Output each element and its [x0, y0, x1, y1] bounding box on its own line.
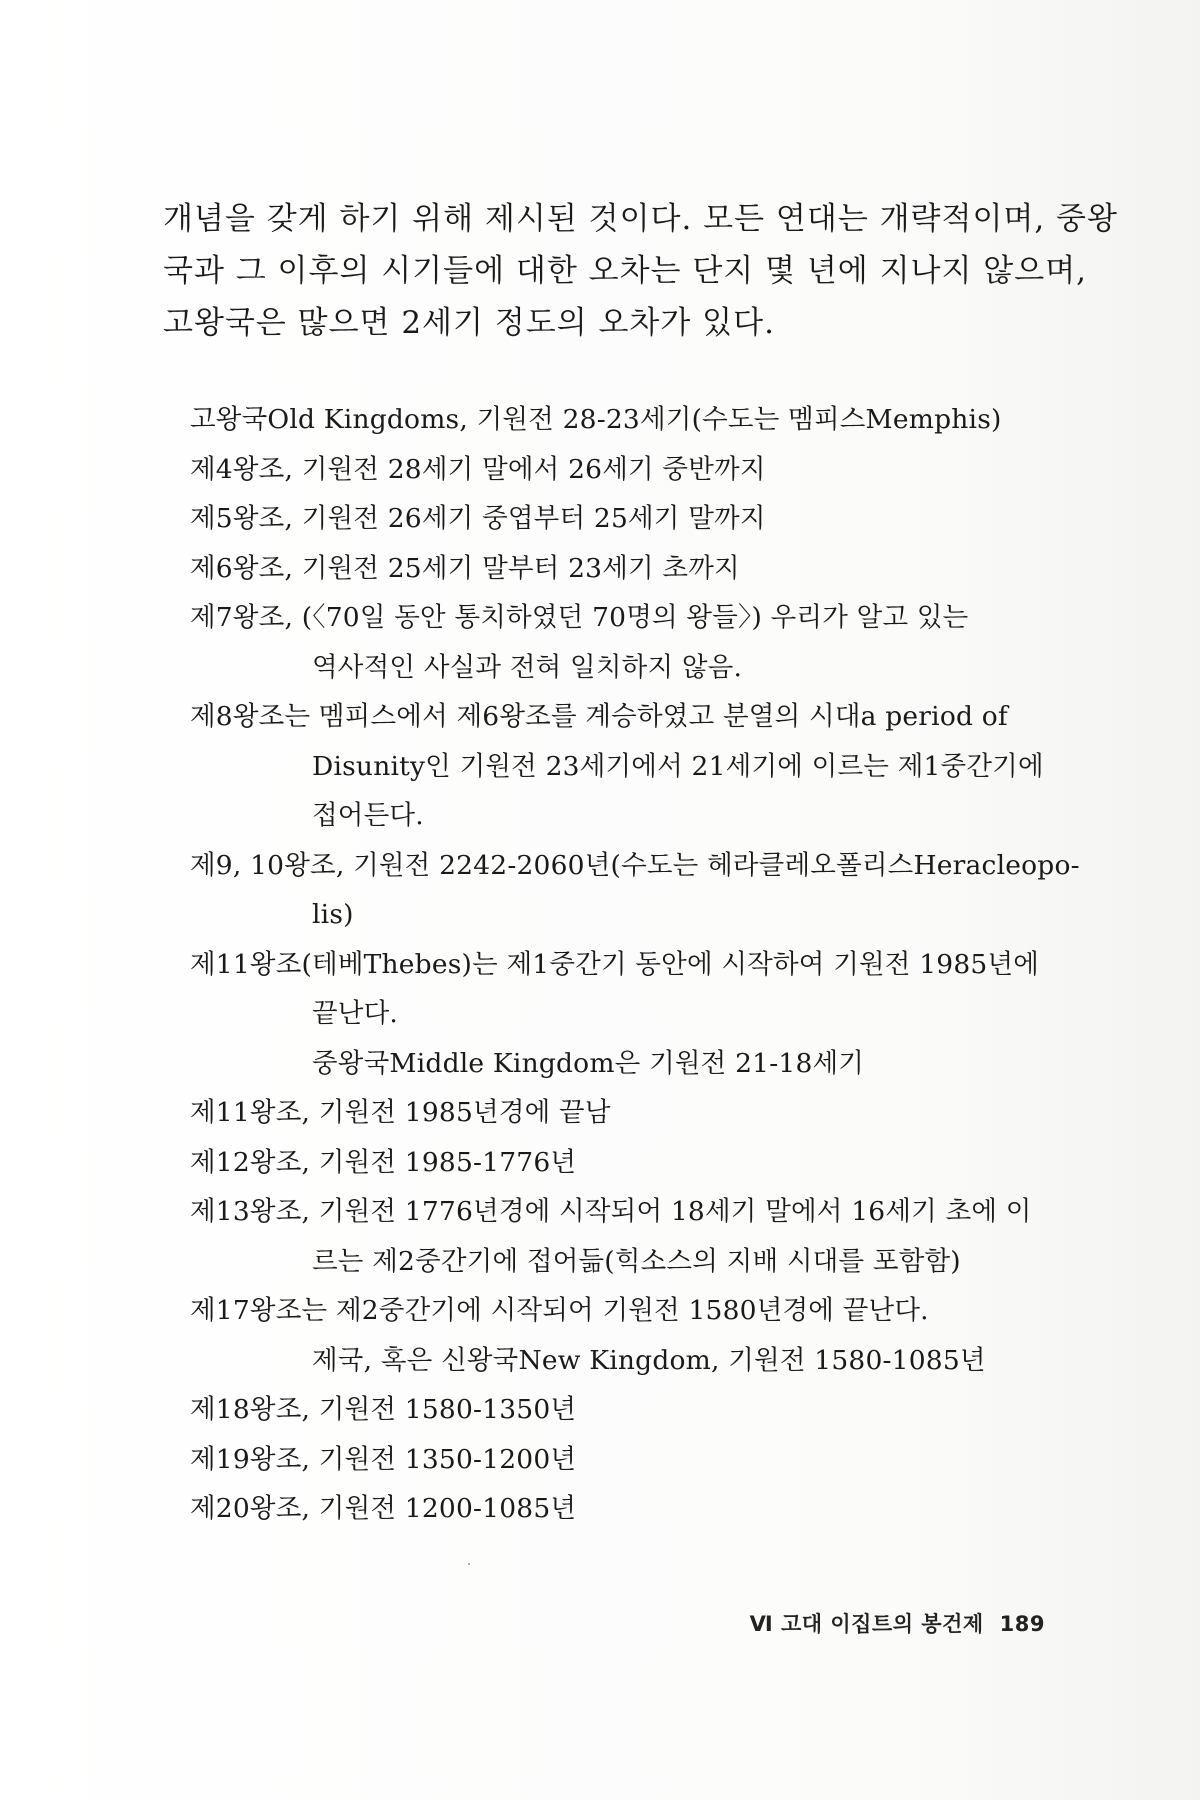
intro-line: 국과 그 이후의 시기들에 대한 오차는 단지 몇 년에 지나지 않으며,: [163, 253, 1087, 289]
entry-continuation-line: lis): [312, 899, 354, 930]
chronology-entry: [190, 940, 1045, 1039]
chronology-entry: [190, 1484, 1045, 1534]
entry-continuation-line: 끝난다.: [312, 998, 399, 1029]
intro-line: 개념을 갖게 하기 위해 제시된 것이다. 모든 연대는 개략적이며, 중왕: [163, 201, 1118, 237]
chronology-entry: [190, 445, 1045, 495]
entry-line: 제18왕조, 기원전 1580-1350년: [190, 1394, 577, 1425]
chronology-entry: [190, 1039, 1045, 1089]
entry-line: 제17왕조는 제2중간기에 시작되어 기원전 1580년경에 끝난다.: [190, 1295, 929, 1326]
page-footer: [700, 1608, 1045, 1638]
entry-line: 제7왕조, (〈70일 동안 통치하였던 70명의 왕들〉) 우리가 알고 있는: [190, 602, 969, 633]
entry-line: 중왕국Middle Kingdom은 기원전 21-18세기: [312, 1047, 865, 1079]
dynasty-chronology-list: [190, 395, 1080, 1534]
chronology-entry: [190, 1088, 1045, 1138]
chronology-entry: [190, 1435, 1045, 1485]
chronology-entry: [190, 1187, 1045, 1286]
entry-continuation-line: 접어든다.: [312, 800, 424, 831]
chronology-entry: [190, 395, 1045, 445]
running-header-chapter: Ⅵ 고대 이집트의 봉건제: [749, 1612, 984, 1636]
chronology-entry: [190, 1138, 1045, 1188]
entry-line: 제20왕조, 기원전 1200-1085년: [190, 1493, 577, 1524]
entry-line: 제6왕조, 기원전 25세기 말부터 23세기 초까지: [190, 552, 740, 584]
intro-line: 고왕국은 많으면 2세기 정도의 오차가 있다.: [163, 305, 775, 341]
entry-line: 제4왕조, 기원전 28세기 말에서 26세기 중반까지: [190, 453, 766, 485]
entry-line: 제19왕조, 기원전 1350-1200년: [190, 1443, 577, 1475]
intro-paragraph: [163, 193, 1118, 349]
entry-line: 제11왕조, 기원전 1985년경에 끝남: [190, 1097, 611, 1128]
chronology-entry: [190, 494, 1045, 544]
entry-line: 제12왕조, 기원전 1985-1776년: [190, 1146, 577, 1178]
entry-continuation-line: 역사적인 사실과 전혀 일치하지 않음.: [312, 651, 743, 683]
entry-line: 제9, 10왕조, 기원전 2242-2060년(수도는 헤라클레오폴리스Heracleopo-: [190, 849, 1080, 881]
page-speck: [468, 1563, 470, 1565]
chronology-entry: [190, 1336, 1045, 1386]
page-number: 189: [999, 1612, 1045, 1636]
entry-continuation-line: 르는 제2중간기에 접어듦(힉소스의 지배 시대를 포함함): [312, 1245, 961, 1277]
chronology-entry: [190, 692, 1045, 841]
entry-line: 제5왕조, 기원전 26세기 중엽부터 25세기 말까지: [190, 503, 766, 534]
entry-line: 제11왕조(테베Thebes)는 제1중간기 동안에 시작하여 기원전 1985년에: [190, 948, 1040, 980]
chronology-entry: [190, 593, 1045, 692]
entry-line: 고왕국Old Kingdoms, 기원전 28-23세기(수도는 멤피스Memphis): [190, 404, 1002, 435]
chronology-entry: [190, 544, 1045, 594]
chronology-entry: [190, 841, 1080, 940]
entry-continuation-line: Disunity인 기원전 23세기에서 21세기에 이르는 제1중간기에: [312, 750, 1044, 782]
chronology-entry: [190, 1385, 1045, 1435]
entry-line: 제국, 혹은 신왕국New Kingdom, 기원전 1580-1085년: [312, 1344, 986, 1376]
entry-line: 제8왕조는 멤피스에서 제6왕조를 계승하였고 분열의 시대a period of: [190, 701, 1008, 732]
entry-line: 제13왕조, 기원전 1776년경에 시작되어 18세기 말에서 16세기 초에 이: [190, 1196, 1032, 1227]
chronology-entry: [190, 1286, 1045, 1336]
